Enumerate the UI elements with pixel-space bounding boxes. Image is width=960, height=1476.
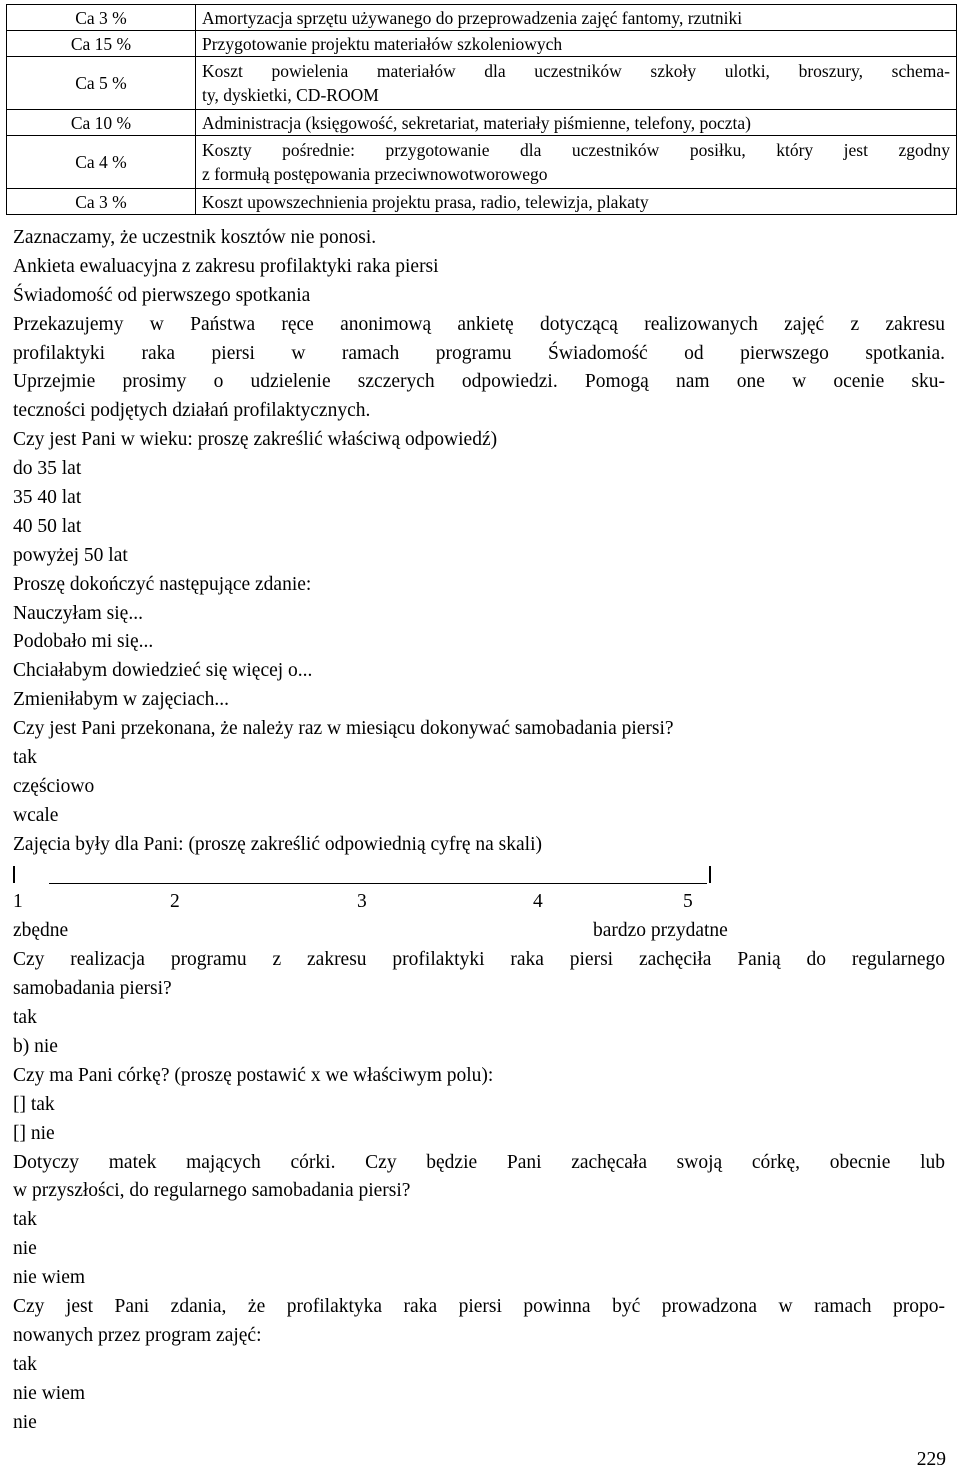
answer-option: nie: [13, 1238, 37, 1260]
cost-description: Administracja (księgowość, sekretariat, materiały piśmienne, telefony, poczta): [196, 110, 957, 136]
question-encouraged-line: samobadania piersi?: [13, 978, 172, 1000]
cost-description-line: z formułą postępowania przeciwnowotworowego: [202, 164, 548, 184]
scale-number-4[interactable]: 4: [533, 891, 543, 913]
cost-row: [7, 57, 957, 110]
page-number: 229: [916, 1449, 946, 1470]
cost-percent: Ca 5 %: [7, 57, 196, 110]
sentence-prompt: Zmieniłabym w zajęciach...: [13, 689, 230, 711]
cost-row: [7, 189, 957, 215]
question-encouraged-line: Czy realizacja programu z zakresu profilaktyki raka piersi zachęciła Panią do regularnego: [13, 949, 945, 971]
survey-title: Ankieta ewaluacyjna z zakresu profilaktyki raka piersi: [13, 255, 439, 277]
question-age: Czy jest Pani w wieku: proszę zakreślić właściwą odpowiedź): [13, 429, 498, 451]
rating-scale-labels: [13, 917, 945, 946]
cost-percent: Ca 4 %: [7, 136, 196, 189]
cost-row: [7, 31, 957, 57]
answer-option: 40 50 lat: [13, 515, 82, 537]
question-complete-sentence: Proszę dokończyć następujące zdanie:: [13, 573, 312, 595]
question-self-exam: Czy jest Pani przekonana, że należy raz w miesiącu dokonywać samobadania piersi?: [13, 718, 674, 740]
answer-option: wcale: [13, 804, 59, 826]
scale-right-tick: [709, 866, 711, 883]
intro-paragraph-line: teczności podjętych działań profilaktycznych.: [13, 400, 371, 422]
cost-description: [196, 136, 957, 189]
cost-table: [6, 4, 957, 215]
cost-row: [7, 136, 957, 189]
rating-scale-bar: [13, 860, 945, 889]
answer-option: częściowo: [13, 775, 95, 797]
scale-min-label: zbędne: [13, 920, 69, 942]
cost-note: Zaznaczamy, że uczestnik kosztów nie ponosi.: [13, 227, 377, 248]
cost-description: Amortyzacja sprzętu używanego do przeprowadzenia zajęć fantomy, rzutniki: [196, 5, 957, 31]
cost-description-line: Koszty pośrednie: przygotowanie dla uczestników posiłku, który jest zgodny: [202, 140, 950, 160]
sentence-prompt: Nauczyłam się...: [13, 602, 143, 624]
answer-option: nie: [13, 1411, 37, 1433]
intro-paragraph-line: profilaktyki raka piersi w ramach programu Świadomość od pierwszego spotkania.: [13, 342, 945, 364]
answer-option: tak: [13, 747, 37, 769]
intro-paragraph-line: Uprzejmie prosimy o udzielenie szczerych odpowiedzi. Pomogą nam one w ocenie sku-: [13, 371, 945, 393]
answer-option: 35 40 lat: [13, 487, 82, 509]
cost-percent: Ca 10 %: [7, 110, 196, 136]
rating-scale-numbers: [13, 888, 945, 917]
answer-option: tak: [13, 1209, 37, 1231]
cost-description: Przygotowanie projektu materiałów szkoleniowych: [196, 31, 957, 57]
answer-option: nie wiem: [13, 1382, 86, 1404]
question-daughter: Czy ma Pani córkę? (proszę postawić x we właściwym polu):: [13, 1064, 494, 1086]
answer-option: tak: [13, 1007, 37, 1029]
sentence-prompt: Chciałabym dowiedzieć się więcej o...: [13, 660, 313, 682]
cost-row: [7, 5, 957, 31]
checkbox-option[interactable]: [] tak: [13, 1093, 55, 1115]
survey-body: [13, 224, 945, 1437]
question-opinion-line: Czy jest Pani zdania, że profilaktyka raka piersi powinna być prowadzona w ramach propo-: [13, 1295, 945, 1317]
answer-option: nie wiem: [13, 1267, 86, 1289]
cost-description: Koszt upowszechnienia projektu prasa, radio, telewizja, plakaty: [196, 189, 957, 215]
cost-description-line: Koszt powielenia materiałów dla uczestników szkoły ulotki, broszury, schema-: [202, 61, 950, 81]
scale-number-1[interactable]: 1: [13, 891, 23, 913]
question-scale: Zajęcia były dla Pani: (proszę zakreślić odpowiednią cyfrę na skali): [13, 833, 542, 855]
answer-option: powyżej 50 lat: [13, 544, 128, 566]
sentence-prompt: Podobało mi się...: [13, 631, 154, 653]
scale-max-label: bardzo przydatne: [593, 920, 728, 942]
question-mothers-line: w przyszłości, do regularnego samobadania piersi?: [13, 1180, 411, 1202]
answer-option: do 35 lat: [13, 458, 82, 480]
question-mothers-line: Dotyczy matek mających córki. Czy będzie Pani zachęcała swoją córkę, obecnie lub: [13, 1151, 945, 1173]
checkbox-option[interactable]: [] nie: [13, 1122, 55, 1144]
answer-option: tak: [13, 1353, 37, 1375]
intro-paragraph-line: Przekazujemy w Państwa ręce anonimową ankietę dotyczącą realizowanych zajęć z zakresu: [13, 313, 945, 335]
cost-description-line: ty, dyskietki, CD-ROOM: [202, 85, 379, 105]
scale-number-3[interactable]: 3: [357, 891, 367, 913]
answer-option: b) nie: [13, 1035, 58, 1057]
survey-subtitle: Świadomość od pierwszego spotkania: [13, 284, 311, 306]
scale-left-tick: [13, 866, 15, 883]
cost-row: [7, 110, 957, 136]
cost-percent: Ca 15 %: [7, 31, 196, 57]
scale-number-2[interactable]: 2: [170, 891, 180, 913]
cost-percent: Ca 3 %: [7, 5, 196, 31]
scale-number-5[interactable]: 5: [683, 891, 693, 913]
cost-percent: Ca 3 %: [7, 189, 196, 215]
question-opinion-line: nowanych przez program zajęć:: [13, 1324, 262, 1346]
cost-description: [196, 57, 957, 110]
scale-line: [49, 883, 707, 884]
